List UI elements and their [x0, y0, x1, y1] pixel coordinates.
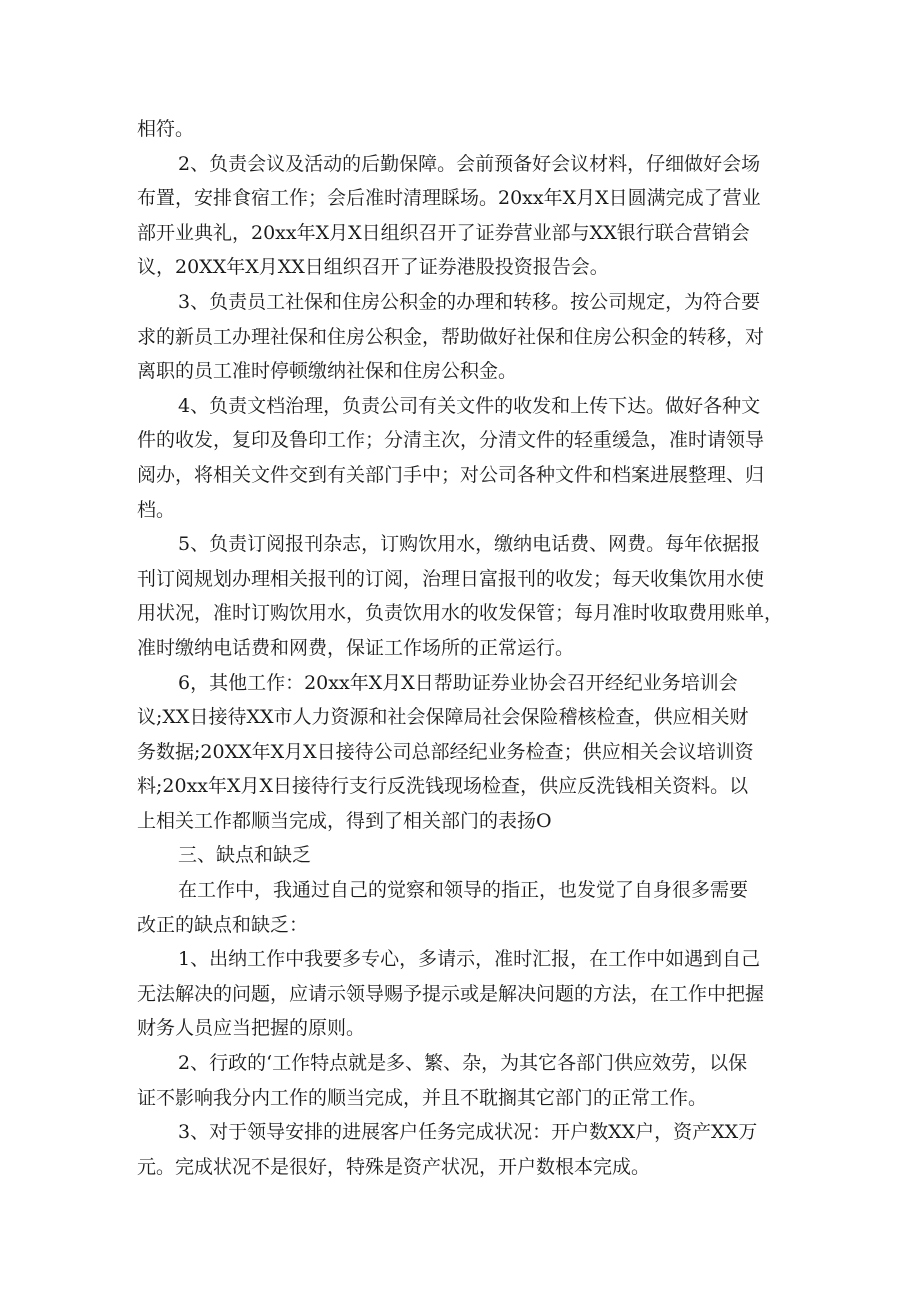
text-line: 6，其他工作：20xx年X月X日帮助证券业协会召开经纪业务培训会: [178, 671, 738, 694]
text-line: 求的新员工办理社保和住房公积金，帮助做好社保和住房公积金的转移，对: [137, 325, 765, 348]
text-line: 相符。: [137, 118, 195, 140]
text-line: 证不影响我分内工作的顺当完成，并且不耽搁其它部门的正常工作。: [137, 1086, 708, 1109]
text-line: 布置，安排食宿工作；会后准时清理睬场。20xx年X月X日圆满完成了营业: [137, 187, 761, 210]
text-line: 改正的缺点和缺乏：: [137, 913, 309, 936]
text-line: 三、缺点和缺乏: [178, 844, 312, 867]
text-line: 上相关工作都顺当完成，得到了相关部门的表扬O: [137, 809, 552, 832]
text-line: 2、行政的‘工作特点就是多、繁、杂，为其它各部门供应效劳，以保: [178, 1052, 748, 1075]
text-line: 议;XX日接待XX市人力资源和社会保障局社会保险稽核检查，供应相关财: [137, 706, 749, 729]
text-line: 在工作中，我通过自己的觉察和领导的指正，也发觉了自身很多需要: [178, 879, 749, 902]
text-line: 3、负责员工社保和住房公积金的办理和转移。按公司规定，为符合要: [178, 290, 761, 313]
text-line: 部开业典礼，20xx年X月X日组织召开了证券营业部与XX银行联合营销会: [137, 221, 750, 244]
text-line: 件的收发，复印及鲁印工作；分清主次，分清文件的轻重缓急，准时请领导: [137, 429, 765, 452]
text-line: 5、负责订阅报刊杂志，订购饮用水，缴纳电话费、网费。每年依据报: [178, 533, 761, 556]
text-line: 阅办，将相关文件交到有关部门手中；对公司各种文件和档案进展整理、归: [137, 463, 765, 486]
text-line: 1、出纳工作中我要多专心，多请示，准时汇报，在工作中如遇到自己: [178, 948, 761, 971]
text-line: 2、负责会议及活动的后勤保障。会前预备好会议材料，仔细做好会场: [178, 152, 761, 175]
text-line: 刊订阅规划办理相关报刊的订阅，治理日富报刊的收发；每天收集饮用水使: [137, 567, 765, 590]
text-line: 档。: [137, 498, 176, 521]
text-line: 3、对于领导安排的进展客户任务完成状况：开户数XX户，资产XX万: [178, 1121, 758, 1144]
document-body: [137, 112, 797, 1184]
text-line: 议，20XX年X月XX日组织召开了证券港股投资报告会。: [137, 256, 609, 279]
text-line: 务数据;20XX年X月X日接待公司总部经纪业务检查；供应相关会议培训资: [137, 740, 754, 763]
text-line: 无法解决的问题，应请示领导赐予提示或是解决问题的方法，在工作中把握: [137, 982, 765, 1005]
text-line: 准时缴纳电话费和网费，保证工作场所的正常运行。: [137, 636, 575, 659]
text-line: 离职的员工准时停顿缴纳社保和住房公积金。: [137, 360, 518, 383]
text-line: 料;20xx年X月X日接待行支行反洗钱现场检查，供应反洗钱相关资料。以: [137, 775, 749, 798]
text-line: 财务人员应当把握的原则。: [137, 1017, 366, 1040]
text-line: 4、负责文档治理，负责公司有关文件的收发和上传下达。做好各种文: [178, 394, 761, 417]
text-line: 用状况，准时订购饮用水，负责饮用水的收发保管；每月准时收取费用账单，: [137, 602, 784, 625]
text-line: 元。完成状况不是很好，特殊是资产状况，开户数根本完成。: [137, 1155, 651, 1178]
